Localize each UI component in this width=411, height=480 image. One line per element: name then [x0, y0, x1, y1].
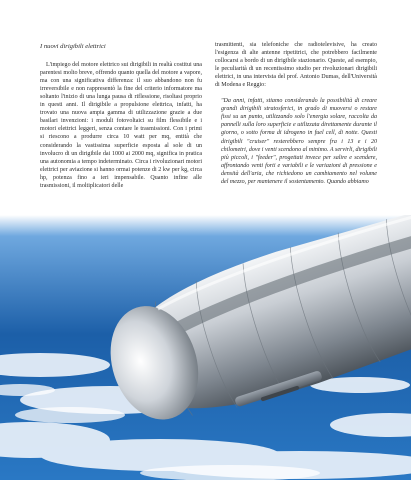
- airship-illustration: [0, 215, 411, 480]
- left-column-paragraph: L'impiego del motore elettrico sui dirigibili in realtà costitui una parentesi molto breve, offrendo quanto quella del motore a vapore, ma con una significativa differenza: il suo abbandono non fu irreversibile e non rappresentò la fine del criterio informatore ma soltanto l'inizio di una lunga pausa di riflessione, risoltasi proprio in questi anni. Il dirigibile a propulsione elettrica, infatti, ha trovato una nuova ampia gamma di utilizzazione grazie a due basilari invenzioni: i moduli fotovoltaici su film flessibile e i motori elettrici leggeri, senza contare le trasmissioni. Con i primi si riescono a produrre circa 10 watt per mq, entità che considerando la vastissima superficie esposta al sole di un involucro di un dirigibile dai 1000 ai 2000 mq, significa in pratica una autonomia a tempo indeterminato. Circa i rivoluzionari motori elettrici per aviazione si hanno ormai potenze di 2 kw per kg, circa hp, potenza fino a ieri impensabile. Quanto infine alle trasmissioni, il moltiplicatori delle: [40, 62, 202, 189]
- interview-quote: "Da anni, infatti, stiamo considerando la possibilità di creare grandi dirigibili stratosferici, in grado di muoversi o restare fissi su un punto, utilizzando solo l'energia solare, raccolta da pannelli sulla loro superficie e utilizzata direttamente durante il giorno, o sotto forma di idrogeno in fuel cell, di notte. Questi dirigibili "cruiser" resterebbero sempre fra i 13 e i 20 chilometri, dove i venti scendono al minimo. A servirli, dirigibili più piccoli, i "feeder", progettati invece per salire e scendere, affrontando venti forti e variabili e le variazioni di pressione e densità dell'aria, che richiedono un cambiamento nel volume del mezzo, per mantenere il sostentamento. Quando abbiamo: [221, 98, 377, 185]
- right-column: [215, 41, 377, 186]
- right-column-intro: trasmittenti, sia telefoniche che radiotelevisive, ha creato l'esigenza di alte antenne ripetitrici, che potrebbero facilmente collocarsi a bordo di un dirigibile stazionario. Queste, ad esempio, le peculiarità di un recentissimo studio per rivoluzionari dirigibili elettrici, in una intervista del prof. Antonio Dumas, dell'Università di Modena e Reggio:: [215, 42, 377, 89]
- airship-illustration-svg: [0, 215, 411, 480]
- left-column: [40, 43, 202, 190]
- section-title: I nuovi dirigibili elettrici: [40, 43, 106, 50]
